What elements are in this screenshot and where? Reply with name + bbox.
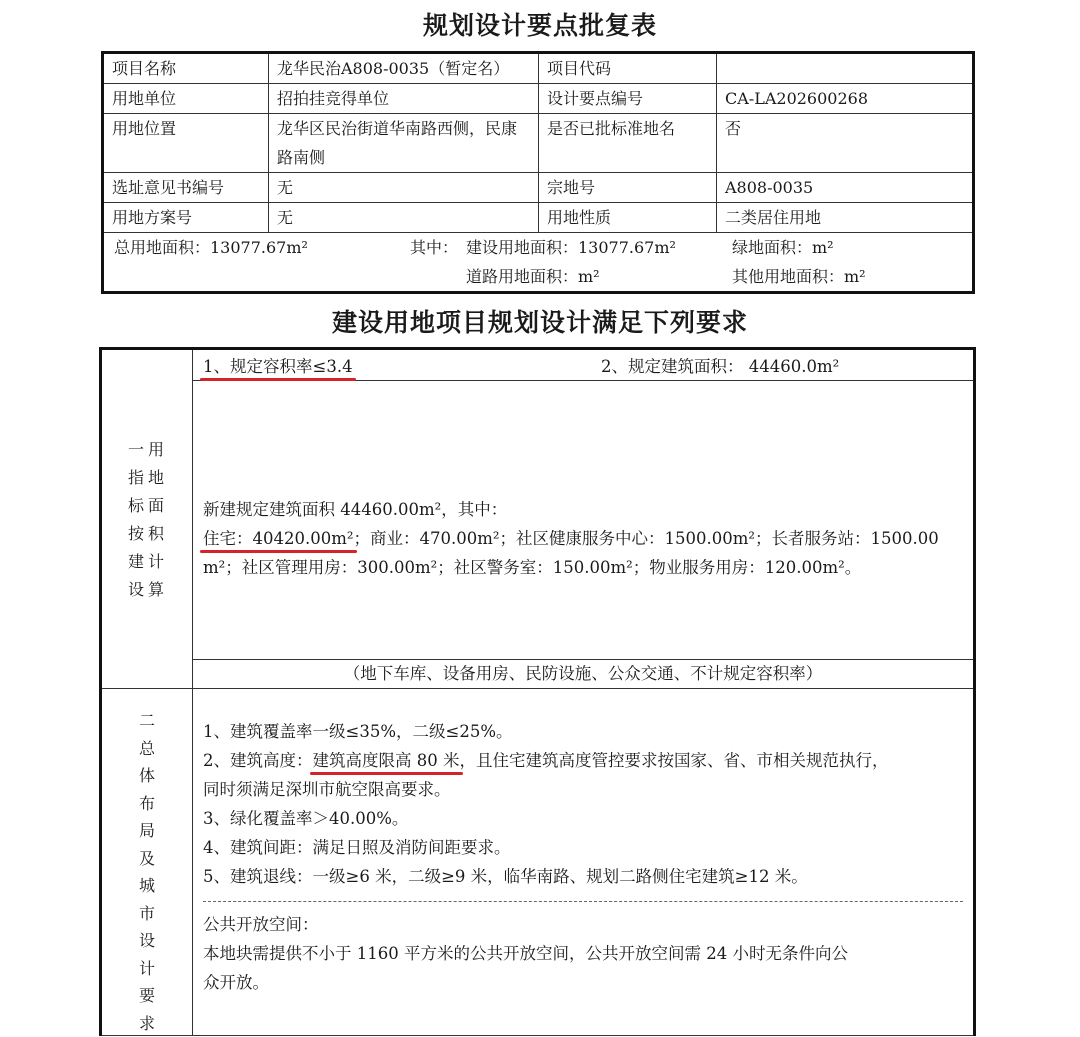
height-label: 2、建筑高度： — [203, 751, 313, 770]
green-area: 绿地面积：m² — [732, 238, 834, 257]
gfa-breakdown-cell — [193, 381, 975, 660]
approved-name-value: 否 — [717, 114, 974, 173]
design-no-value: CA-LA202600268 — [717, 84, 974, 114]
public-space-text2: 众开放。 — [203, 973, 269, 992]
height-note-cont: 同时须满足深圳市航空限高要求。 — [203, 780, 451, 799]
location-value: 龙华区民治街道华南路西侧，民康路南侧 — [269, 114, 539, 173]
dashed-divider — [203, 901, 963, 902]
height-limit: 建筑高度限高 80 米 — [312, 751, 460, 770]
table-row — [101, 381, 975, 660]
land-nature-value: 二类居住用地 — [717, 203, 974, 233]
requirements-table — [99, 347, 976, 1036]
exclusion-note: （地下车库、设备用房、民防设施、公众交通、不计规定容积率） — [193, 660, 975, 689]
land-nature-label: 用地性质 — [539, 203, 717, 233]
layout-requirements-cell — [193, 689, 975, 1036]
land-plan-value: 无 — [269, 203, 539, 233]
road-area: 道路用地面积：m² — [466, 267, 600, 286]
table-row — [103, 233, 974, 293]
project-code-label: 项目代码 — [539, 53, 717, 84]
table-row — [101, 660, 975, 689]
design-no-label: 设计要点编号 — [539, 84, 717, 114]
site-opinion-label: 选址意见书编号 — [103, 173, 269, 203]
other-area: 其他用地面积：m² — [732, 267, 866, 286]
far-requirement: 1、规定容积率≤3.4 — [203, 357, 353, 376]
land-unit-value: 招拍挂竞得单位 — [269, 84, 539, 114]
table-row — [103, 203, 974, 233]
location-label: 用地位置 — [103, 114, 269, 173]
far-row — [193, 349, 975, 381]
form-title: 规划设计要点批复表 — [422, 11, 657, 40]
area-summary-cell — [103, 233, 974, 293]
table-row — [103, 84, 974, 114]
setback-requirement: 5、建筑退线：一级≥6 米，二级≥9 米，临华南路、规划二路侧住宅建筑≥12 米。 — [203, 867, 808, 886]
section2-label-col: 二 总 体 布 局 及 城 市 设 计 要 求 — [139, 711, 156, 1033]
section1-label-col1: 一 指 标 按 建 设 — [128, 440, 145, 599]
project-name-value: 龙华民治A808-0035（暂定名） — [269, 53, 539, 84]
section1-label — [101, 349, 193, 689]
gfa-breakdown-line2: ；商业：470.00m²；社区健康服务中心：1500.00m²；长者服务站：1500.00 — [353, 529, 939, 548]
height-note: ，且住宅建筑高度管控要求按国家、省、市相关规范执行， — [459, 751, 889, 770]
gfa-requirement: 2、规定建筑面积： 44460.0m² — [601, 357, 840, 376]
land-unit-label: 用地单位 — [103, 84, 269, 114]
greening-requirement: 3、绿化覆盖率＞40.00%。 — [203, 809, 409, 828]
of-which-label: 其中： — [410, 238, 459, 257]
project-code-value — [717, 53, 974, 84]
project-name-label: 项目名称 — [103, 53, 269, 84]
approved-name-label: 是否已批标准地名 — [539, 114, 717, 173]
spacing-requirement: 4、建筑间距：满足日照及消防间距要求。 — [203, 838, 511, 857]
table-row — [103, 173, 974, 203]
gfa-total-line: 新建规定建筑面积 44460.00m²，其中： — [203, 500, 508, 519]
site-opinion-value: 无 — [269, 173, 539, 203]
total-area: 总用地面积：13077.67m² — [114, 238, 308, 257]
table-row — [101, 349, 975, 381]
coverage-requirement: 1、建筑覆盖率一级≤35%，二级≤25%。 — [203, 722, 513, 741]
project-info-table — [101, 51, 975, 294]
public-space-text1: 本地块需提供不小于 1160 平方米的公共开放空间，公共开放空间需 24 小时无条件向公 — [203, 944, 848, 963]
build-area: 建设用地面积：13077.67m² — [466, 238, 676, 257]
table-row — [101, 689, 975, 1036]
gfa-breakdown-line3: m²；社区管理用房：300.00m²；社区警务室：150.00m²；物业服务用房：120.00m²。 — [203, 558, 862, 577]
section1-label-col2: 用 地 面 积 计 算 — [148, 440, 165, 599]
requirements-title: 建设用地项目规划设计满足下列要求 — [331, 308, 748, 337]
parcel-no-value: A808-0035 — [717, 173, 974, 203]
parcel-no-label: 宗地号 — [539, 173, 717, 203]
table-row — [103, 53, 974, 84]
land-plan-label: 用地方案号 — [103, 203, 269, 233]
residential-area: 住宅：40420.00m² — [203, 529, 354, 548]
public-space-title: 公共开放空间： — [203, 915, 319, 934]
table-row — [103, 114, 974, 173]
section2-label — [101, 689, 193, 1036]
